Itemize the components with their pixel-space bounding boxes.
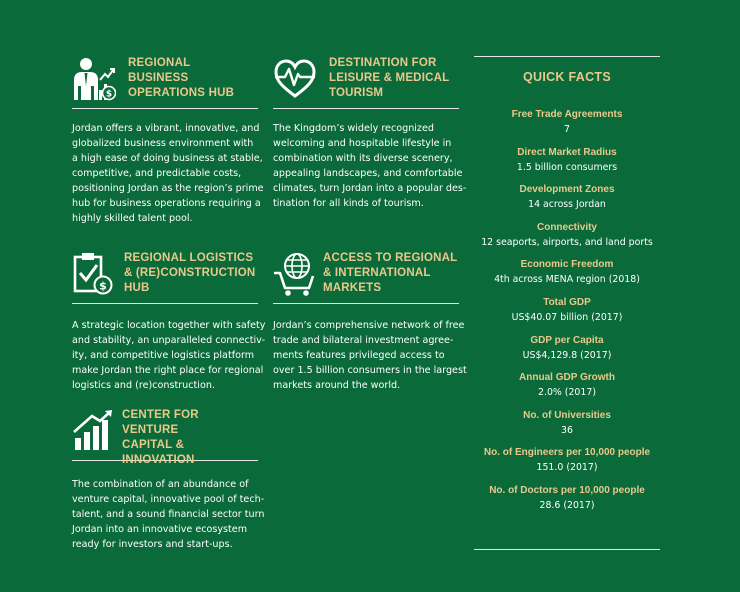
card-title: REGIONAL LOGISTICS & (RE)CONSTRUCTION HUB	[124, 252, 256, 294]
card-header	[273, 56, 459, 108]
card-tourism	[273, 56, 467, 211]
fact-label: Connectivity	[536, 221, 597, 233]
card-header	[72, 56, 258, 108]
card-body: Jordan’s comprehensive network of free trade and bilateral investment agree- ments features privileged access to over 1.5 billion consumers in the largest markets around the world.	[273, 320, 467, 391]
fact-value: US$4,129.8 (2017)	[522, 349, 612, 361]
card-title: ACCESS TO REGIONAL & INTERNATIONAL MARKETS	[323, 252, 458, 294]
fact-item	[464, 484, 670, 522]
growth-bars-arrow-icon	[72, 408, 116, 454]
fact-label: GDP per Capita	[530, 334, 604, 346]
fact-label: No. of Engineers per 10,000 people	[483, 447, 651, 459]
card-title: REGIONAL BUSINESS OPERATIONS HUB	[128, 57, 235, 99]
fact-value: 36	[561, 424, 573, 436]
fact-item	[464, 108, 670, 146]
quick-facts-top-rule	[474, 56, 660, 57]
card-business-operations	[72, 56, 264, 226]
quick-facts-bottom-rule	[474, 549, 660, 550]
fact-item	[464, 409, 670, 447]
divider	[72, 303, 258, 304]
divider	[273, 108, 459, 109]
card-logistics	[72, 251, 266, 393]
fact-label: Annual GDP Growth	[519, 372, 615, 384]
fact-value: US$40.07 billion (2017)	[511, 311, 623, 323]
fact-label: Economic Freedom	[520, 259, 614, 271]
clipboard-check-dollar-icon	[72, 251, 116, 297]
fact-value: 4th across MENA region (2018)	[494, 274, 640, 286]
fact-item	[464, 146, 670, 184]
fact-item	[464, 446, 670, 484]
divider	[72, 108, 258, 109]
card-body: The combination of an abundance of venture capital, innovative pool of tech- talent, and a sound financial sector turn Jordan into an innovative ecosystem ready for investors and start-ups.	[72, 479, 265, 550]
svg-text:$: $	[105, 89, 113, 100]
quick-facts-title: QUICK FACTS	[522, 70, 612, 84]
fact-item	[464, 221, 670, 259]
business-person-chart-icon	[72, 56, 116, 102]
fact-label: Free Trade Agreements	[511, 109, 623, 120]
fact-value: 7	[564, 124, 570, 135]
fact-value: 12 seaports, airports, and land ports	[481, 236, 653, 248]
fact-label: Total GDP	[543, 296, 591, 308]
fact-label: Direct Market Radius	[517, 146, 617, 158]
card-body: A strategic location together with safety and stability, an unparalleled connectiv- ity, and competitive logistics platform make Jordan the right place for regional logistics and (re)construction.	[72, 320, 266, 391]
svg-text:$: $	[99, 279, 107, 293]
globe-cart-icon	[273, 251, 317, 297]
fact-item	[464, 334, 670, 372]
fact-value: 28.6 (2017)	[539, 499, 595, 511]
card-header	[273, 251, 459, 303]
divider	[273, 303, 459, 304]
heart-pulse-icon	[273, 56, 317, 102]
card-title: CENTER FOR VENTURE CAPITAL & INNOVATION	[122, 409, 199, 466]
card-header	[72, 408, 258, 466]
card-venture-capital	[72, 408, 265, 552]
fact-value: 151.0 (2017)	[536, 462, 598, 474]
card-title: DESTINATION FOR LEISURE & MEDICAL TOURISM	[329, 57, 450, 99]
fact-item	[464, 183, 670, 221]
fact-value: 14 across Jordan	[528, 199, 606, 211]
card-body: The Kingdom’s widely recognized welcoming and hospitable lifestyle in combination with its diverse scenery, appealing landscapes, and comfortable climates, turn Jordan into a popular des- tination for all kinds of tourism.	[273, 123, 467, 209]
fact-label: No. of Doctors per 10,000 people	[489, 484, 645, 496]
fact-label: Development Zones	[519, 184, 615, 196]
fact-value: 2.0% (2017)	[538, 387, 596, 399]
fact-item	[464, 296, 670, 334]
fact-item	[464, 371, 670, 409]
card-markets	[273, 251, 467, 393]
fact-label: No. of Universities	[523, 409, 611, 421]
card-header	[72, 251, 258, 303]
card-body: Jordan offers a vibrant, innovative, and globalized business environment with a high ease of doing business at stable, competitive, and predictable costs, positioning Jordan as the region’s prime hub for business operations requiring a highly skilled talent pool.	[72, 123, 264, 224]
quick-facts-list	[464, 108, 670, 522]
fact-item	[464, 258, 670, 296]
fact-value: 1.5 billion consumers	[516, 161, 618, 173]
